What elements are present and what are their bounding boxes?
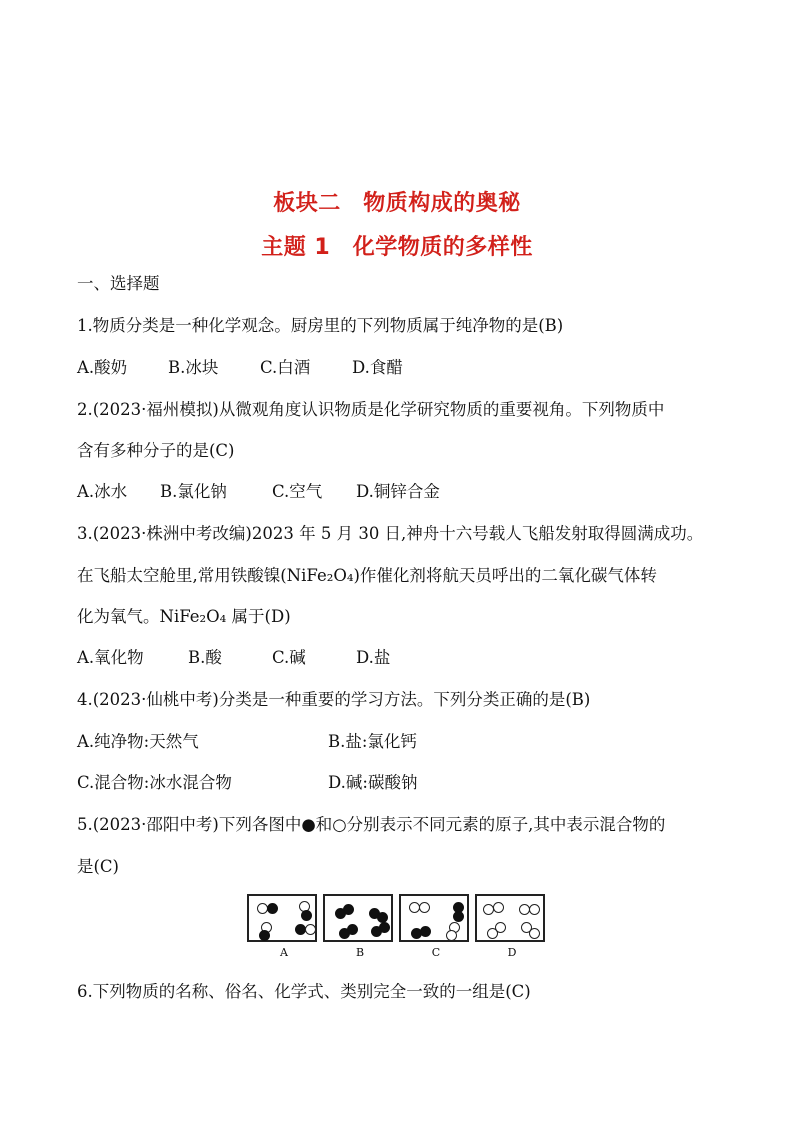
question-5-stem-line-1: 5.(2023·邵阳中考)下列各图中●和○分别表示不同元素的原子,其中表示混合物的 bbox=[77, 815, 666, 834]
question-4-stem: 4.(2023·仙桃中考)分类是一种重要的学习方法。下列分类正确的是(B) bbox=[77, 690, 591, 709]
filled-atom bbox=[379, 922, 390, 933]
open-atom bbox=[493, 902, 504, 913]
q4-option-c: C.混合物:冰水混合物 bbox=[77, 773, 232, 792]
diagram-box-b bbox=[323, 894, 393, 942]
q1-option-d: D.食醋 bbox=[352, 358, 403, 377]
question-2-stem-line-1: 2.(2023·福州模拟)从微观角度认识物质是化学研究物质的重要视角。下列物质中 bbox=[77, 400, 665, 419]
diagram-label-c: C bbox=[431, 946, 441, 959]
diagram-label-d: D bbox=[507, 946, 517, 959]
open-atom bbox=[529, 904, 540, 915]
q2-option-c: C.空气 bbox=[272, 482, 323, 501]
open-atom bbox=[495, 922, 506, 933]
q3-option-c: C.碱 bbox=[272, 648, 306, 667]
q4-option-d: D.碱:碳酸钠 bbox=[328, 773, 418, 792]
open-atom bbox=[446, 930, 457, 941]
question-6-stem: 6.下列物质的名称、俗名、化学式、类别完全一致的一组是(C) bbox=[77, 982, 531, 1001]
open-atom bbox=[419, 902, 430, 913]
filled-atom bbox=[343, 904, 354, 915]
question-1-stem: 1.物质分类是一种化学观念。厨房里的下列物质属于纯净物的是(B) bbox=[77, 316, 564, 335]
diagram-box-d bbox=[475, 894, 545, 942]
question-2-stem-line-2: 含有多种分子的是(C) bbox=[77, 441, 235, 460]
diagram-label-a: A bbox=[280, 946, 288, 959]
filled-atom bbox=[347, 924, 358, 935]
filled-atom bbox=[259, 930, 270, 941]
q2-option-b: B.氯化钠 bbox=[160, 482, 227, 501]
q3-option-d: D.盐 bbox=[356, 648, 391, 667]
filled-atom bbox=[301, 910, 312, 921]
question-3-stem-line-2: 在飞船太空舱里,常用铁酸镍(NiFe₂O₄)作催化剂将航天员呼出的二氧化碳气体转 bbox=[77, 566, 657, 585]
filled-atom bbox=[267, 903, 278, 914]
q1-option-b: B.冰块 bbox=[168, 358, 219, 377]
question-5-stem-line-2: 是(C) bbox=[77, 857, 119, 876]
diagram-box-c bbox=[399, 894, 469, 942]
section-title: 板块二 物质构成的奥秘 bbox=[273, 191, 521, 216]
question-3-stem-line-1: 3.(2023·株洲中考改编)2023 年 5 月 30 日,神舟十六号载人飞船发射取得圆满成功。 bbox=[77, 524, 704, 543]
filled-atom bbox=[420, 926, 431, 937]
q4-option-a: A.纯净物:天然气 bbox=[77, 732, 199, 751]
molecule-diagram bbox=[247, 894, 547, 964]
q2-option-d: D.铜锌合金 bbox=[356, 482, 440, 501]
q1-option-a: A.酸奶 bbox=[77, 358, 128, 377]
diagram-box-a bbox=[247, 894, 317, 942]
question-3-stem-line-3: 化为氧气。NiFe₂O₄ 属于(D) bbox=[77, 607, 291, 626]
q1-option-c: C.白酒 bbox=[260, 358, 311, 377]
open-atom bbox=[529, 928, 540, 939]
q2-option-a: A.冰水 bbox=[77, 482, 128, 501]
q3-option-a: A.氧化物 bbox=[77, 648, 144, 667]
q4-option-b: B.盐:氯化钙 bbox=[328, 732, 417, 751]
filled-atom bbox=[453, 911, 464, 922]
topic-title: 主题 1 化学物质的多样性 bbox=[261, 235, 533, 260]
section-heading: 一、选择题 bbox=[77, 274, 160, 293]
q3-option-b: B.酸 bbox=[188, 648, 222, 667]
diagram-label-b: B bbox=[355, 946, 365, 959]
open-atom bbox=[305, 924, 316, 935]
